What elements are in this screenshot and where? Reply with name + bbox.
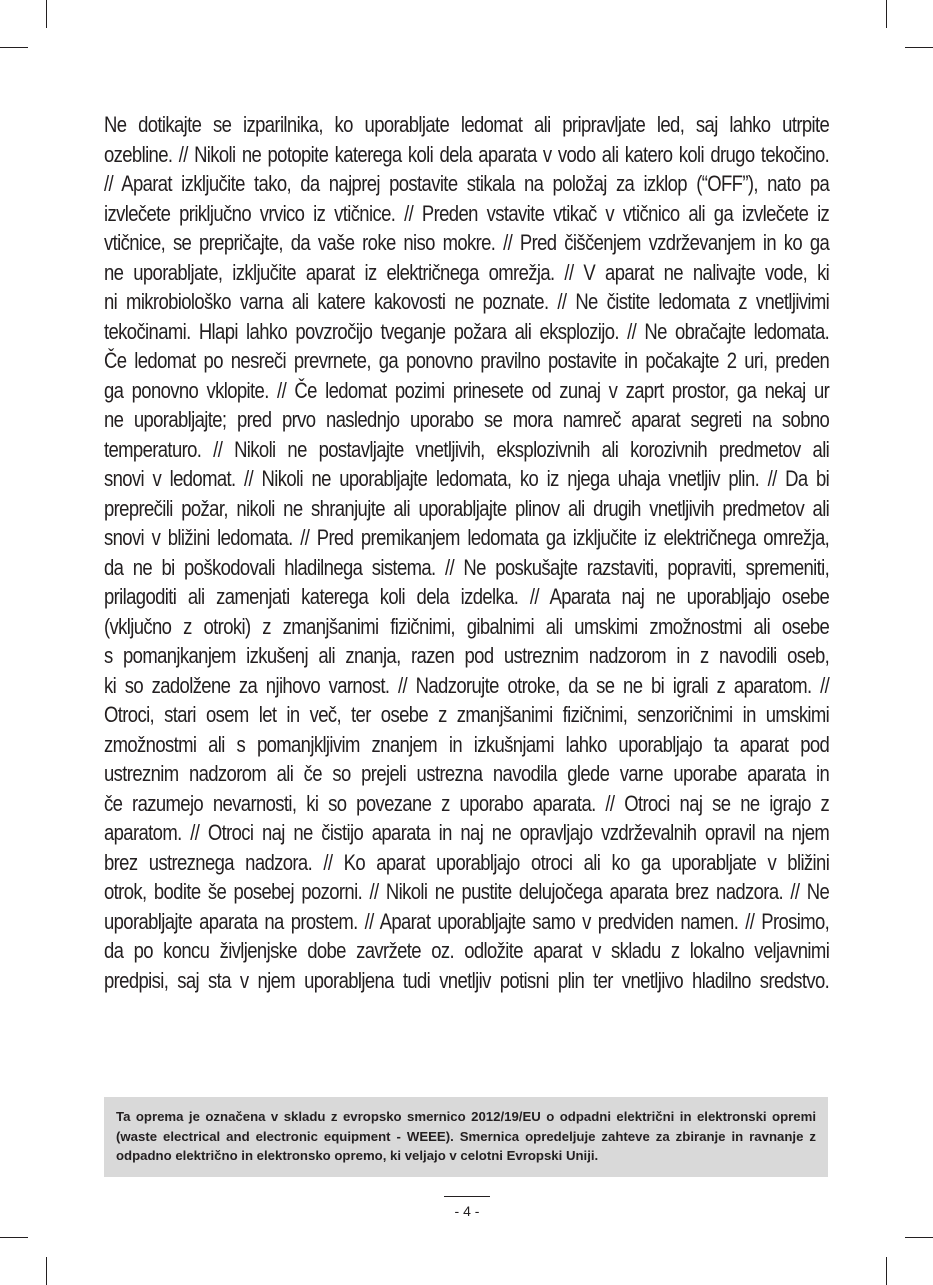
weee-notice-box (104, 1097, 828, 1177)
paragraph-line: prilagoditi ali zamenjati katerega koli dela izdelka. // Aparata naj ne uporabljajo osebe (104, 584, 830, 609)
paragraph-line: preprečili požar, nikoli ne shranjujte ali uporabljajte plinov ali drugih vnetljivih predmetov ali (104, 495, 830, 521)
crop-mark (886, 0, 887, 28)
paragraph-line: ne uporabljate, izključite aparat iz električnega omrežja. // V aparat ne nalivajte vode, ki (104, 259, 830, 285)
paragraph-line: izvlečete priključno vrvico iz vtičnice. // Preden vstavite vtikač v vtičnico ali ga izvlečete iz (104, 200, 830, 226)
paragraph-line: otrok, bodite še posebej pozorni. // Nikoli ne pustite delujočega aparata brez nadzora. // Ne (104, 879, 830, 904)
paragraph-line: Ne dotikajte se izparilnika, ko uporabljate ledomat ali pripravljate led, saj lahko utrpite (104, 112, 830, 137)
paragraph-line: // Aparat izključite tako, da najprej postavite stikala na položaj za izklop (“OFF”), nato pa (104, 171, 830, 196)
paragraph-line: da ne bi poškodovali hladilnega sistema. // Ne poskušajte razstaviti, popraviti, spremeniti, (104, 554, 830, 580)
paragraph-line: ne uporabljajte; pred prvo naslednjo uporabo se mora namreč aparat segreti na sobno (104, 407, 830, 432)
crop-mark (46, 0, 47, 28)
paragraph-line: da po koncu življenjske dobe zavržete oz. odložite aparat v skladu z lokalno veljavnimi (104, 938, 830, 963)
paragraph-line: snovi v ledomat. // Nikoli ne uporabljajte ledomata, ko iz njega uhaja vnetljiv plin. // Da bi (104, 466, 830, 491)
crop-mark (886, 1257, 887, 1285)
safety-instructions-paragraph (104, 110, 829, 995)
paragraph-line: (vključno z otroki) z zmanjšanimi fizičnimi, gibalnimi ali umskimi zmožnostmi ali osebe (104, 613, 830, 639)
page-number-rule (444, 1196, 490, 1197)
paragraph-line: če razumejo nevarnosti, ki so povezane z uporabo aparata. // Otroci naj se ne igrajo z (104, 790, 830, 816)
paragraph-line: zmožnostmi ali s pomanjkljivim znanjem in izkušnjami lahko uporabljajo ta aparat pod (104, 731, 830, 757)
paragraph-line: s pomanjkanjem izkušenj ali znanja, razen pod ustreznim nadzorom in z navodili oseb, (104, 643, 830, 668)
paragraph-line: Otroci, stari osem let in več, ter osebe z zmanjšanimi fizičnimi, senzoričnimi in umskimi (104, 702, 830, 727)
paragraph-line: ki so zadolžene za njihovo varnost. // Nadzorujte otroke, da se ne bi igrali z aparatom. // (104, 672, 830, 698)
weee-notice-text: Ta oprema je označena v skladu z evropsko smernico 2012/19/EU o odpadni električni in elektronski opremi (waste electrical and electronic equipment - WEEE). Smernica opredeljuje zahteve za zbiranje in ravnanje z odpadno električno in elektronsko opremo, ki veljajo v celotni Evropski Uniji. (116, 1109, 816, 1163)
paragraph-line: uporabljajte aparata na prostem. // Aparat uporabljajte samo v predviden namen. // Prosimo, (104, 908, 830, 934)
paragraph-line: temperaturo. // Nikoli ne postavljajte vnetljivih, eksplozivnih ali korozivnih predmetov ali (104, 436, 830, 462)
paragraph-line: snovi v bližini ledomata. // Pred premikanjem ledomata ga izključite iz električnega omrežja, (104, 525, 830, 550)
page-number: - 4 - (454, 1203, 480, 1219)
paragraph-line: ozebline. // Nikoli ne potopite katerega koli dela aparata v vodo ali katero koli drugo tekočino. (104, 141, 830, 167)
crop-mark (0, 47, 28, 48)
crop-mark (905, 47, 933, 48)
paragraph-line: ga ponovno vklopite. // Če ledomat pozimi prinesete od zunaj v zaprt prostor, ga nekaj ur (104, 377, 830, 403)
paragraph-line: vtičnice, se prepričajte, da vaše roke niso mokre. // Pred čiščenjem vzdrževanjem in ko ga (104, 230, 830, 255)
paragraph-line: aparatom. // Otroci naj ne čistijo aparata in naj ne opravljajo vzdrževalnih opravil na njem (104, 820, 830, 845)
paragraph-line: predpisi, saj sta v njem uporabljena tudi vnetljiv potisni plin ter vnetljivo hladilno sredstvo. (104, 967, 830, 993)
paragraph-line: ustreznim nadzorom ali če so prejeli ustrezna navodila glede varne uporabe aparata in (104, 761, 830, 786)
crop-mark (905, 1237, 933, 1238)
crop-mark (46, 1257, 47, 1285)
paragraph-line: ni mikrobiološko varna ali katere kakovosti ne poznate. // Ne čistite ledomata z vnetljivimi (104, 289, 830, 314)
paragraph-line: Če ledomat po nesreči prevrnete, ga ponovno pravilno postavite in počakajte 2 uri, preden (104, 348, 830, 373)
paragraph-line: brez ustreznega nadzora. // Ko aparat uporabljajo otroci ali ko ga uporabljate v bližini (104, 849, 830, 875)
crop-mark (0, 1237, 28, 1238)
paragraph-line: tekočinami. Hlapi lahko povzročijo tveganje požara ali eksplozijo. // Ne obračajte ledomata. (104, 318, 830, 344)
